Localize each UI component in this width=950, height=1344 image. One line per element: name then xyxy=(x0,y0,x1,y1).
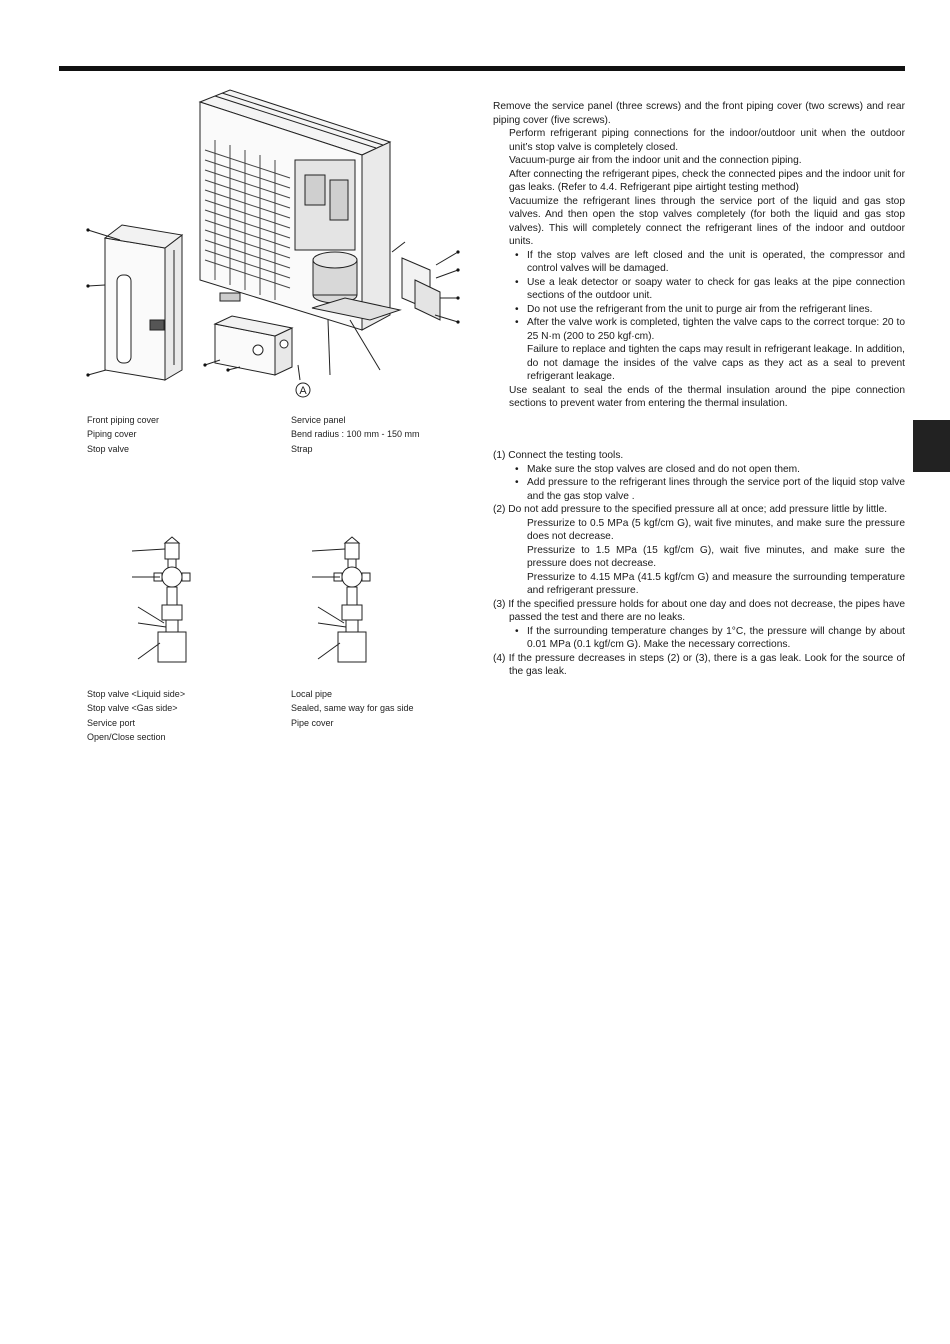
outdoor-unit-illustration xyxy=(80,80,470,400)
section2-bullet: • If the surrounding temperature changes by 1°C, the pressure will change by about 0.01 MPa (0.1 kgf/cm G). Make the necessary corrections. xyxy=(493,625,905,652)
section1-step: Use sealant to seal the ends of the thermal insulation around the pipe connection sections to prevent water from entering the thermal insulation. xyxy=(509,384,905,409)
legend-item: Bend radius : 100 mm - 150 mm xyxy=(291,429,420,440)
legend-item: Stop valve <Liquid side> xyxy=(87,689,186,699)
figure1-legend-left xyxy=(87,413,159,456)
section1-step: Vacuumize the refrigerant lines through the service port of the liquid and gas stop valves. And then open the stop valves completely (for both the liquid and gas stop valves). This will completely connect the refrigerant lines of the indoor and outdoor units. xyxy=(509,195,905,247)
section1-bullet: • Do not use the refrigerant from the unit to purge air from the refrigerant lines. xyxy=(493,303,905,317)
stop-valve-illustration xyxy=(120,535,380,670)
section1-step: Perform refrigerant piping connections for the indoor/outdoor unit when the outdoor unit’s stop valve is completely closed. xyxy=(509,128,905,153)
section2-bullet: • Make sure the stop valves are closed and do not open them. xyxy=(493,463,905,477)
airtight-testing-section xyxy=(493,449,905,679)
section2-bullet: • Add pressure to the refrigerant lines through the service port of the liquid stop valve and the gas stop valve . xyxy=(493,476,905,503)
legend-item: Front piping cover xyxy=(87,415,160,425)
section1-bullet: • Use a leak detector or soapy water to check for gas leaks at the pipe connection sections of the outdoor unit. xyxy=(493,276,905,303)
section2-step: (2) Do not add pressure to the specified pressure all at once; add pressure little by little. xyxy=(493,504,888,515)
section2-substep: Pressurize to 0.5 MPa (5 kgf/cm G), wait five minutes, and make sure the pressure does not decrease. xyxy=(527,517,905,542)
callout-a: A xyxy=(299,385,307,397)
section1-intro: Remove the service panel (three screws) and the front piping cover (two screws) and rear piping cover (five screws). xyxy=(493,101,905,126)
legend-item: Local pipe xyxy=(291,689,333,699)
legend-item: Piping cover xyxy=(87,429,137,440)
legend-item: Stop valve <Gas side> xyxy=(87,703,178,714)
legend-item: Sealed, same way for gas side xyxy=(291,703,414,714)
section1-bullet: • After the valve work is completed, tighten the valve caps to the correct torque: 20 to 25 N·m (200 to 250 kgf·cm). xyxy=(493,316,905,343)
figure1-legend-right xyxy=(291,413,420,456)
section1-bullet: • If the stop valves are left closed and the unit is operated, the compressor and control valves will be damaged. xyxy=(493,249,905,276)
section2-substep: Pressurize to 4.15 MPa (41.5 kgf/cm G) and measure the surrounding temperature and refrigerant pressure. xyxy=(527,571,905,596)
section-tab-marker xyxy=(913,420,950,472)
legend-item: Service panel xyxy=(291,415,346,425)
figure2-legend-right xyxy=(291,687,414,730)
legend-item: Strap xyxy=(291,443,313,454)
legend-item: Pipe cover xyxy=(291,717,334,728)
section2-substep: Pressurize to 1.5 MPa (15 kgf/cm G), wait five minutes, and make sure the pressure does not decrease. xyxy=(527,544,905,569)
refrigerant-piping-section xyxy=(493,100,905,411)
legend-item: Open/Close section xyxy=(87,731,166,742)
section2-step: (3) If the specified pressure holds for about one day and does not decrease, the pipes have passed the test and there are no leaks. xyxy=(493,598,905,623)
section1-step: After connecting the refrigerant pipes, check the connected pipes and the indoor unit for gas leaks. (Refer to 4.4. Refrigerant pipe airtight testing method) xyxy=(509,168,905,193)
legend-item: Stop valve xyxy=(87,443,130,454)
figure2-legend-left xyxy=(87,687,185,744)
section2-step: (1) Connect the testing tools. xyxy=(493,450,624,461)
section2-step: (4) If the pressure decreases in steps (2) or (3), there is a gas leak. Look for the source of the gas leak. xyxy=(493,652,905,677)
section1-step: Vacuum-purge air from the indoor unit and the connection piping. xyxy=(509,155,802,166)
section1-bullet-continued: Failure to replace and tighten the caps may result in refrigerant leakage. In addition, do not damage the insides of the valve caps as they act as a seal to prevent refrigerant leakage. xyxy=(527,344,905,382)
legend-item: Service port xyxy=(87,717,136,728)
header-rule xyxy=(59,66,905,71)
